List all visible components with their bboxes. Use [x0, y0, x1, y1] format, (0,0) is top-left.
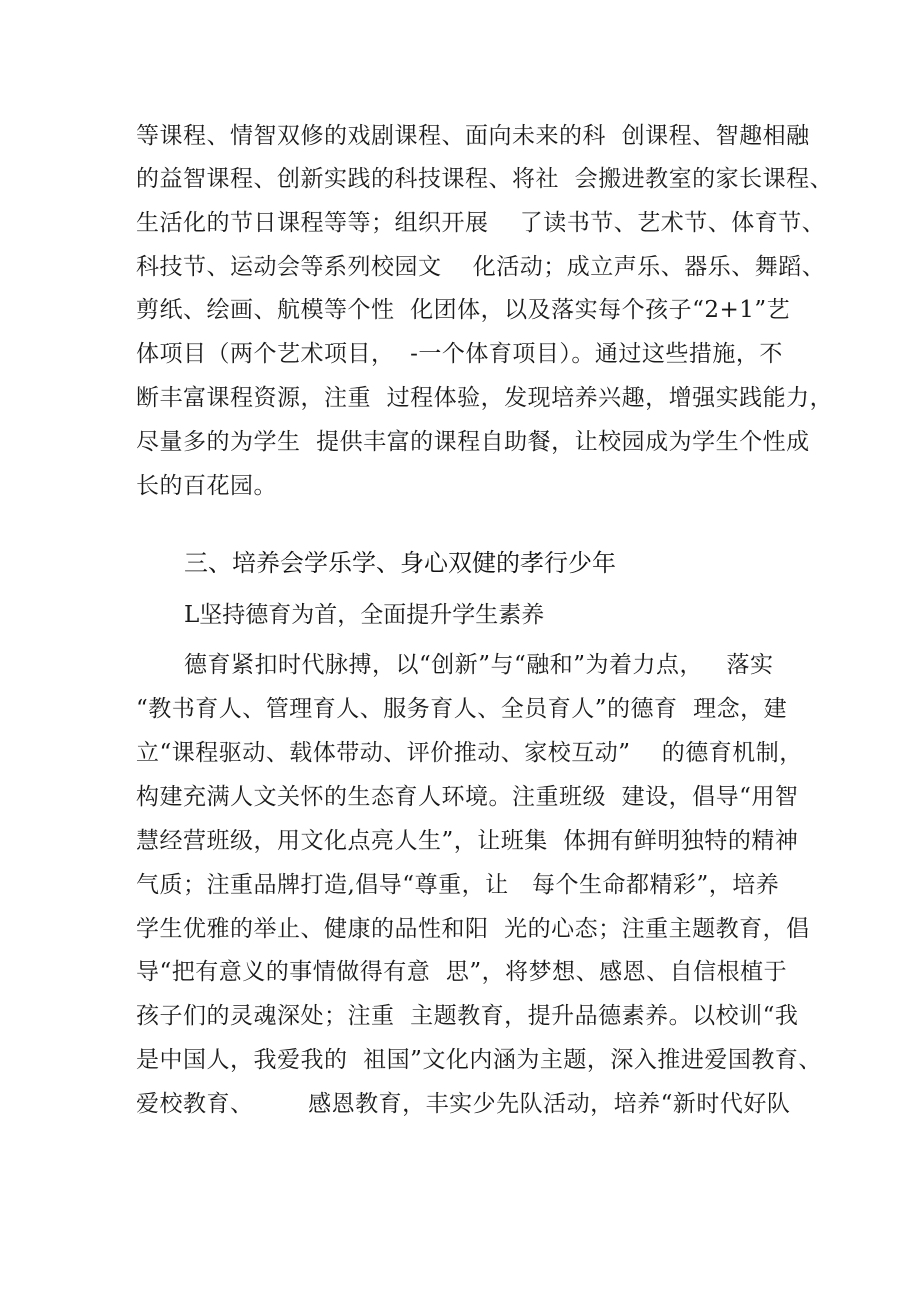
paragraph-1-line-6: 体项目（两个艺术项目， -一个体育项目）。通过这些措施，不	[136, 341, 783, 367]
section-heading: 三、培养会学乐学、身心双健的孝行少年	[184, 549, 616, 577]
paragraph-2-line-8: 导“把有意义的事情做得有意 思”，将梦想、感恩、自信根植于	[136, 959, 788, 985]
paragraph-2-line-5: 慧经营班级，用文化点亮人生”，让班集 体拥有鲜明独特的精神	[136, 828, 799, 854]
paragraph-2-line-2: “教书育人、管理育人、服务育人、全员育人”的德育 理念，建	[136, 696, 788, 722]
paragraph-1-line-8: 尽量多的为学生 提供丰富的课程自助餐，让校园成为学生个性成	[136, 429, 810, 455]
paragraph-2-line-7: 学生优雅的举止、健康的品性和阳 光的心态；注重主题教育，倡	[136, 916, 810, 942]
paragraph-1-line-3: 生活化的节日课程等等；组织开展 了读书节、艺术节、体育节、	[136, 210, 826, 236]
paragraph-2-line-4: 构建充满人文关怀的生态育人环境。注重班级 建设，倡导“用智	[136, 784, 799, 810]
paragraph-1-line-9: 长的百花园。	[136, 473, 277, 499]
paragraph-2-line-9: 孩子们的灵魂深处；注重 主题教育，提升品德素养。以校训“我	[136, 1003, 799, 1029]
paragraph-1-line-2: 的益智课程、创新实践的科技课程、将社 会搬进教室的家长课程、	[136, 166, 834, 192]
paragraph-1-line-5: 剪纸、绘画、航模等个性 化团体，以及落实每个孩子“2+1”艺	[136, 297, 791, 323]
paragraph-2-line-11: 爱校教育、 感恩教育，丰实少先队活动，培养“新时代好队	[136, 1091, 791, 1117]
paragraph-1-line-7: 断丰富课程资源，注重 过程体验，发现培养兴趣，增强实践能力，	[136, 385, 834, 411]
paragraph-2-line-10: 是中国人，我爱我的 祖国”文化内涵为主题，深入推进爱国教育、	[136, 1047, 822, 1073]
paragraph-2-line-3: 立“课程驱动、载体带动、评价推动、家校互动” 的德育机制，	[136, 740, 803, 766]
paragraph-1-line-4: 科技节、运动会等系列校园文 化活动；成立声乐、器乐、舞蹈、	[136, 254, 826, 280]
paragraph-2-line-1: 德育紧扣时代脉搏，以“创新”与“融和”为着力点， 落实	[184, 652, 774, 678]
sub-heading: L坚持德育为首，全面提升学生素养	[184, 602, 545, 628]
paragraph-1-line-1: 等课程、情智双修的戏剧课程、面向未来的科 创课程、智趣相融	[136, 123, 810, 149]
paragraph-2-line-6: 气质；注重品牌打造,倡导“尊重，让 每个生命都精彩”，培养	[136, 872, 780, 898]
